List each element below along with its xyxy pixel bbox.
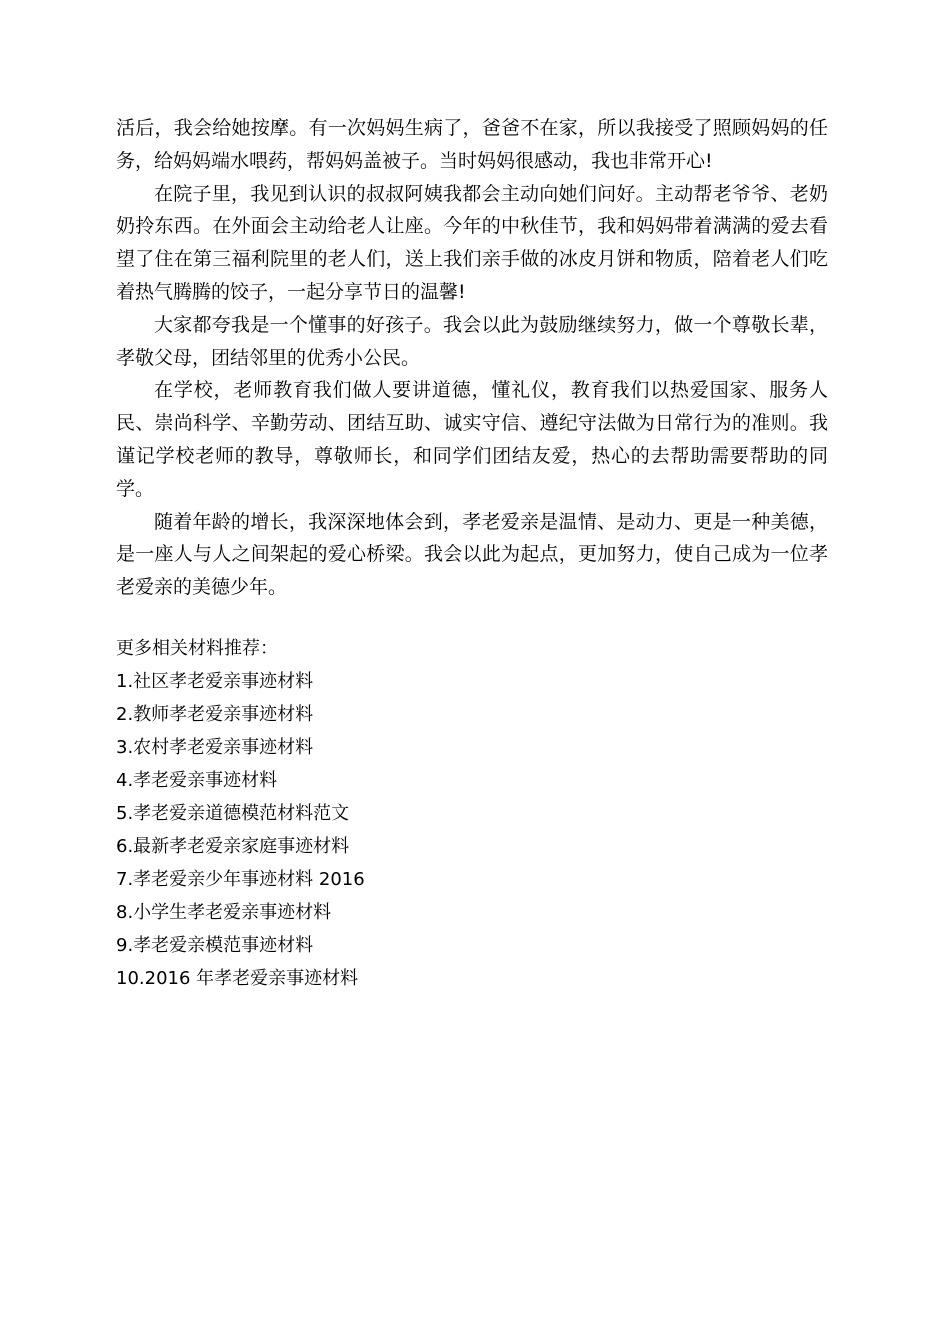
paragraph-praise: 大家都夸我是一个懂事的好孩子。我会以此为鼓励继续努力，做一个尊敬长辈，孝敬父母，团结邻里的优秀小公民。 (116, 313, 828, 369)
recommendation-item: 7.孝老爱亲少年事迹材料 2016 (116, 869, 365, 890)
recommendation-item: 9.孝老爱亲模范事迹材料 (116, 935, 314, 956)
document-body (116, 112, 828, 604)
recommendations-heading: 更多相关材料推荐： (116, 638, 278, 659)
recommendation-item: 2.教师孝老爱亲事迹材料 (116, 704, 314, 725)
recommendation-item: 4.孝老爱亲事迹材料 (116, 770, 278, 791)
paragraph-courtyard: 在院子里，我见到认识的叔叔阿姨我都会主动向她们问好。主动帮老爷爷、老奶奶拎东西。在外面会主动给老人让座。今年的中秋佳节，我和妈妈带着满满的爱去看望了住在第三福利院里的老人们，送上我们亲手做的冰皮月饼和物质，陪着老人们吃着热气腾腾的饺子，一起分享节日的温馨! (116, 182, 828, 303)
recommendation-item: 8.小学生孝老爱亲事迹材料 (116, 902, 332, 923)
recommendation-item: 10.2016 年孝老爱亲事迹材料 (116, 968, 359, 989)
paragraph-conclusion: 随着年龄的增长，我深深地体会到，孝老爱亲是温情、是动力、更是一种美德，是一座人与人之间架起的爱心桥梁。我会以此为起点，更加努力，使自己成为一位孝老爱亲的美德少年。 (116, 510, 828, 599)
recommendation-item: 5.孝老爱亲道德模范材料范文 (116, 803, 350, 824)
paragraph-continuation: 活后，我会给她按摩。有一次妈妈生病了，爸爸不在家，所以我接受了照顾妈妈的任务，给妈妈端水喂药，帮妈妈盖被子。当时妈妈很感动，我也非常开心! (116, 117, 828, 172)
recommendation-item: 6.最新孝老爱亲家庭事迹材料 (116, 836, 350, 857)
recommendations-section (116, 632, 828, 995)
paragraph-school: 在学校，老师教育我们做人要讲道德，懂礼仪，教育我们以热爱国家、服务人民、崇尚科学、辛勤劳动、团结互助、诚实守信、遵纪守法做为日常行为的准则。我谨记学校老师的教导，尊敬师长，和同学们团结友爱，热心的去帮助需要帮助的同学。 (116, 379, 828, 500)
recommendation-item: 3.农村孝老爱亲事迹材料 (116, 737, 314, 758)
recommendation-item: 1.社区孝老爱亲事迹材料 (116, 671, 314, 692)
recommendations-list (116, 665, 828, 995)
